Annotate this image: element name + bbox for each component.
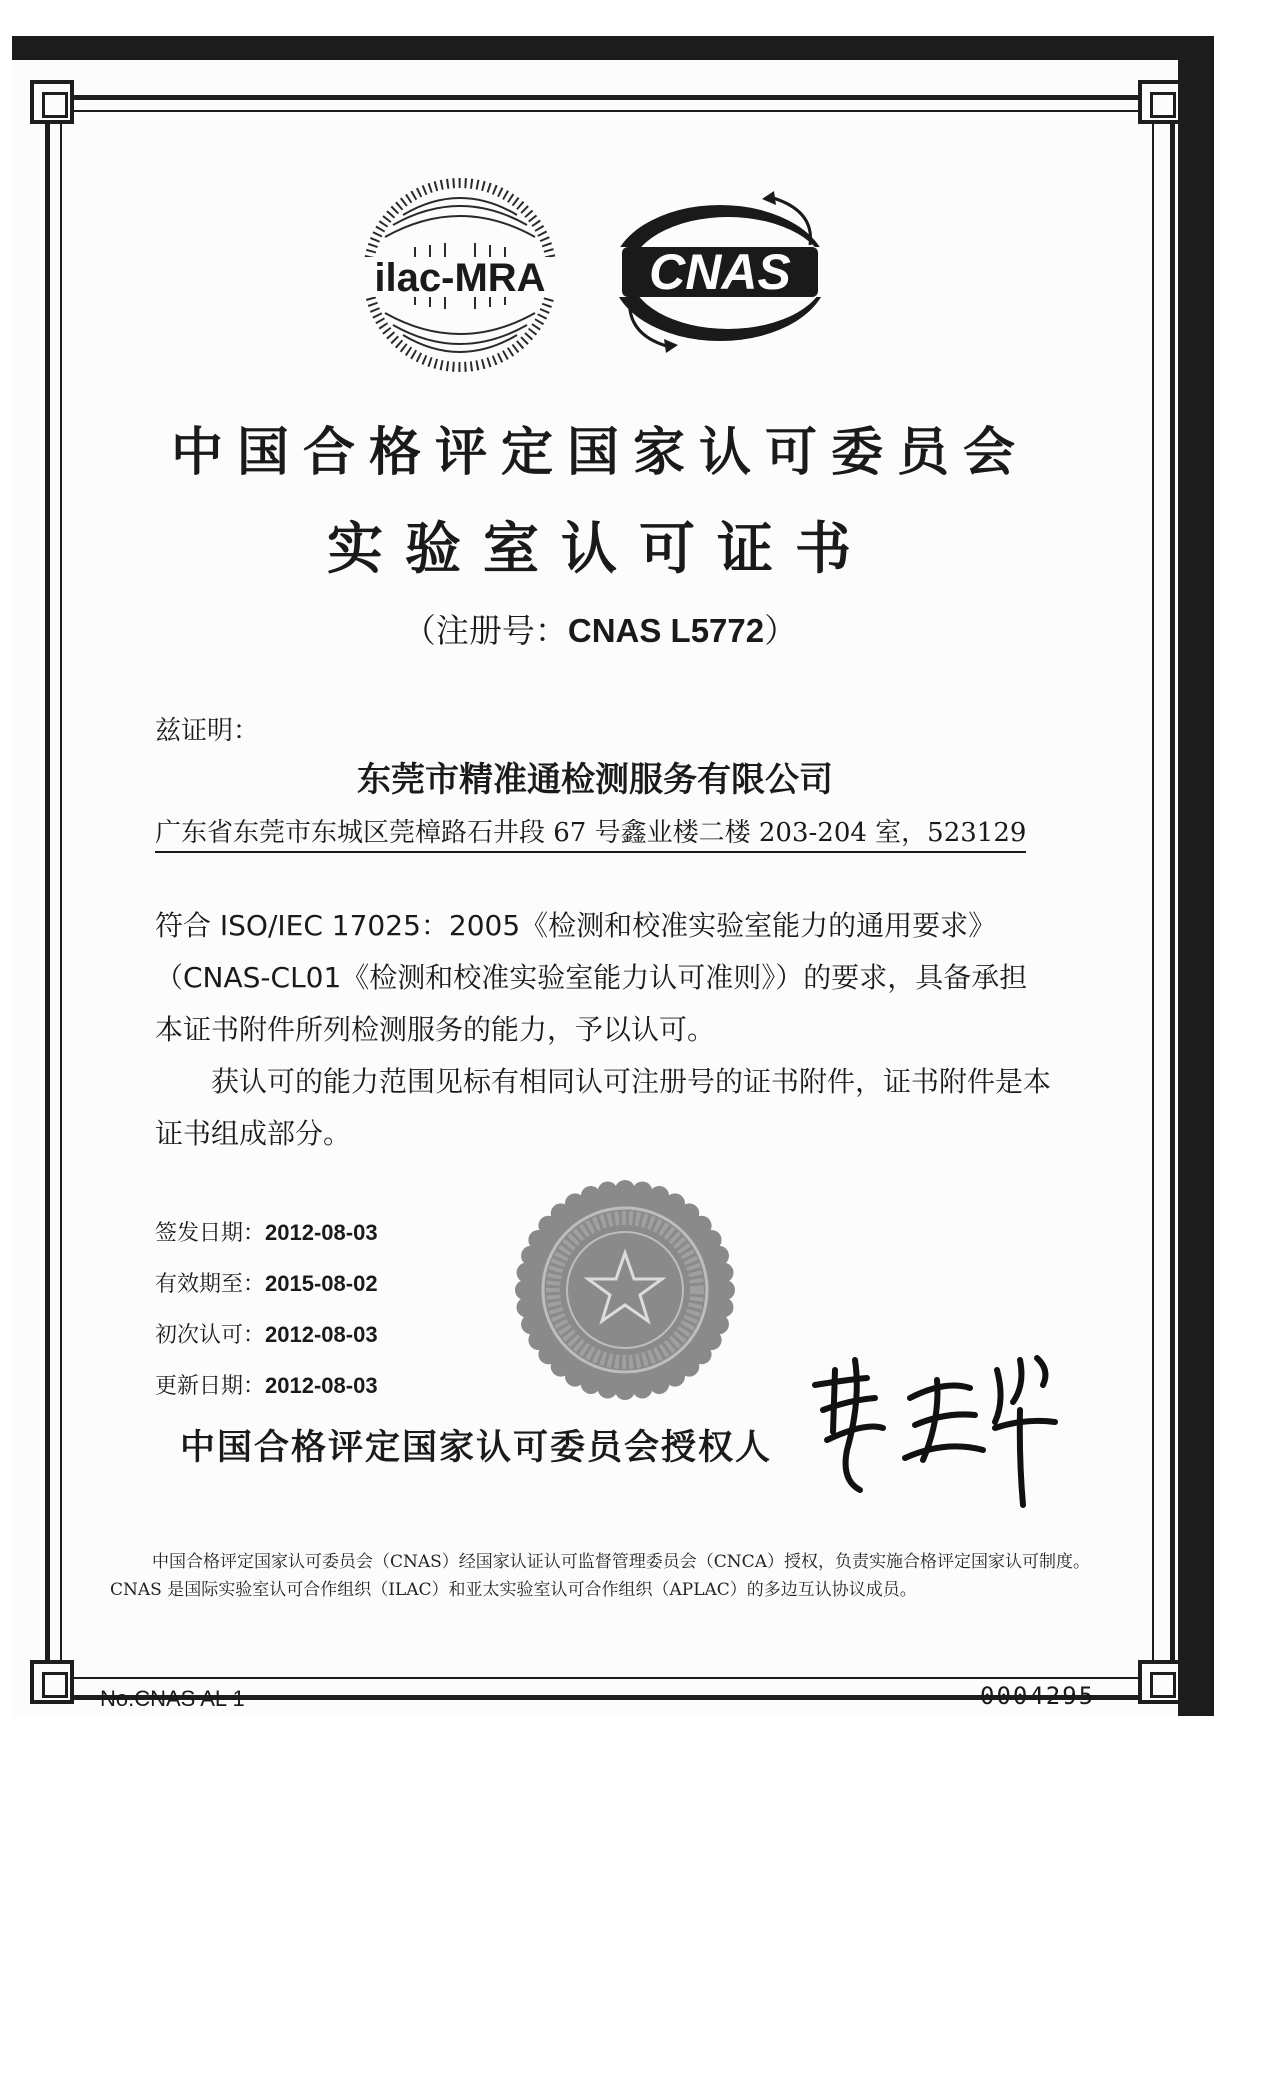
scope-statement: 获认可的能力范围见标有相同认可注册号的证书附件，证书附件是本证书组成部分。 [155, 1065, 1052, 1150]
ilac-mra-logo [355, 175, 565, 375]
company-address: 广东省东莞市东城区莞樟路石井段 67 号鑫业楼二楼 203-204 室，523129 [155, 812, 1026, 853]
initial-accreditation-date: 初次认可：2012-08-03 [155, 1322, 378, 1348]
seal-scallop [598, 1378, 618, 1398]
corner-ornament-top-left [30, 80, 74, 124]
serial-number: 0004295 [980, 1682, 1096, 1710]
hereby-label: 兹证明： [155, 716, 260, 746]
seal-scallop [649, 1374, 669, 1394]
issuer-title: 中国合格评定国家认可委员会 [170, 422, 1029, 483]
svg-text:CNAS: CNAS [649, 244, 791, 300]
certificate-title: 实验室认可证书 [327, 516, 873, 582]
seal-scallop [615, 1180, 635, 1200]
document-number: No.CNAS AL 1 [100, 1686, 245, 1711]
seal-scallop [709, 1246, 729, 1266]
seal-scallop [713, 1297, 733, 1317]
footnote: 中国合格评定国家认可委员会（CNAS）经国家认证认可监督管理委员会（CNCA）授权，负责实施合格评定国家认可制度。CNAS 是国际实验室认可合作组织（ILAC）和亚太实验室认可合作组织（APLAC）的多边互认协议成员。 [110, 1552, 1090, 1600]
embossed-seal [510, 1175, 740, 1405]
seal-scallop [517, 1263, 537, 1283]
seal-scallop [713, 1263, 733, 1283]
company-name: 东莞市精准通检测服务有限公司 [357, 760, 833, 800]
valid-until-date: 有效期至：2015-08-02 [155, 1271, 378, 1297]
seal-scallop [615, 1380, 635, 1400]
corner-ornament-bottom-left [30, 1660, 74, 1704]
issue-date: 签发日期：2012-08-03 [155, 1220, 378, 1246]
corner-ornament-top-right [1138, 80, 1182, 124]
seal-scallop [517, 1297, 537, 1317]
seal-scallop [515, 1280, 535, 1300]
seal-scallop [598, 1182, 618, 1202]
signature [805, 1340, 1065, 1510]
svg-text:ilac-MRA: ilac-MRA [374, 256, 546, 300]
seal-scallop [632, 1378, 652, 1398]
renewal-date: 更新日期：2012-08-03 [155, 1373, 378, 1399]
authorized-signatory-label: 中国合格评定国家认可委员会授权人 [180, 1427, 773, 1468]
accreditation-statement: 符合 ISO/IEC 17025：2005《检测和校准实验室能力的通用要求》（CNAS-CL01《检测和校准实验室能力认可准则》）的要求，具备承担本证书附件所列检测服务的能力，予以认可。 [155, 909, 1028, 1046]
registration-number: （注册号：CNAS L5772） [402, 611, 798, 650]
date-list [155, 1208, 378, 1412]
corner-ornament-bottom-right [1138, 1660, 1182, 1704]
seal-scallop [521, 1314, 541, 1334]
seal-scallop [715, 1280, 735, 1300]
scan-edge-right [1178, 36, 1214, 1716]
cnas-logo [600, 185, 840, 360]
seal-scallop [632, 1182, 652, 1202]
seal-scallop [581, 1186, 601, 1206]
